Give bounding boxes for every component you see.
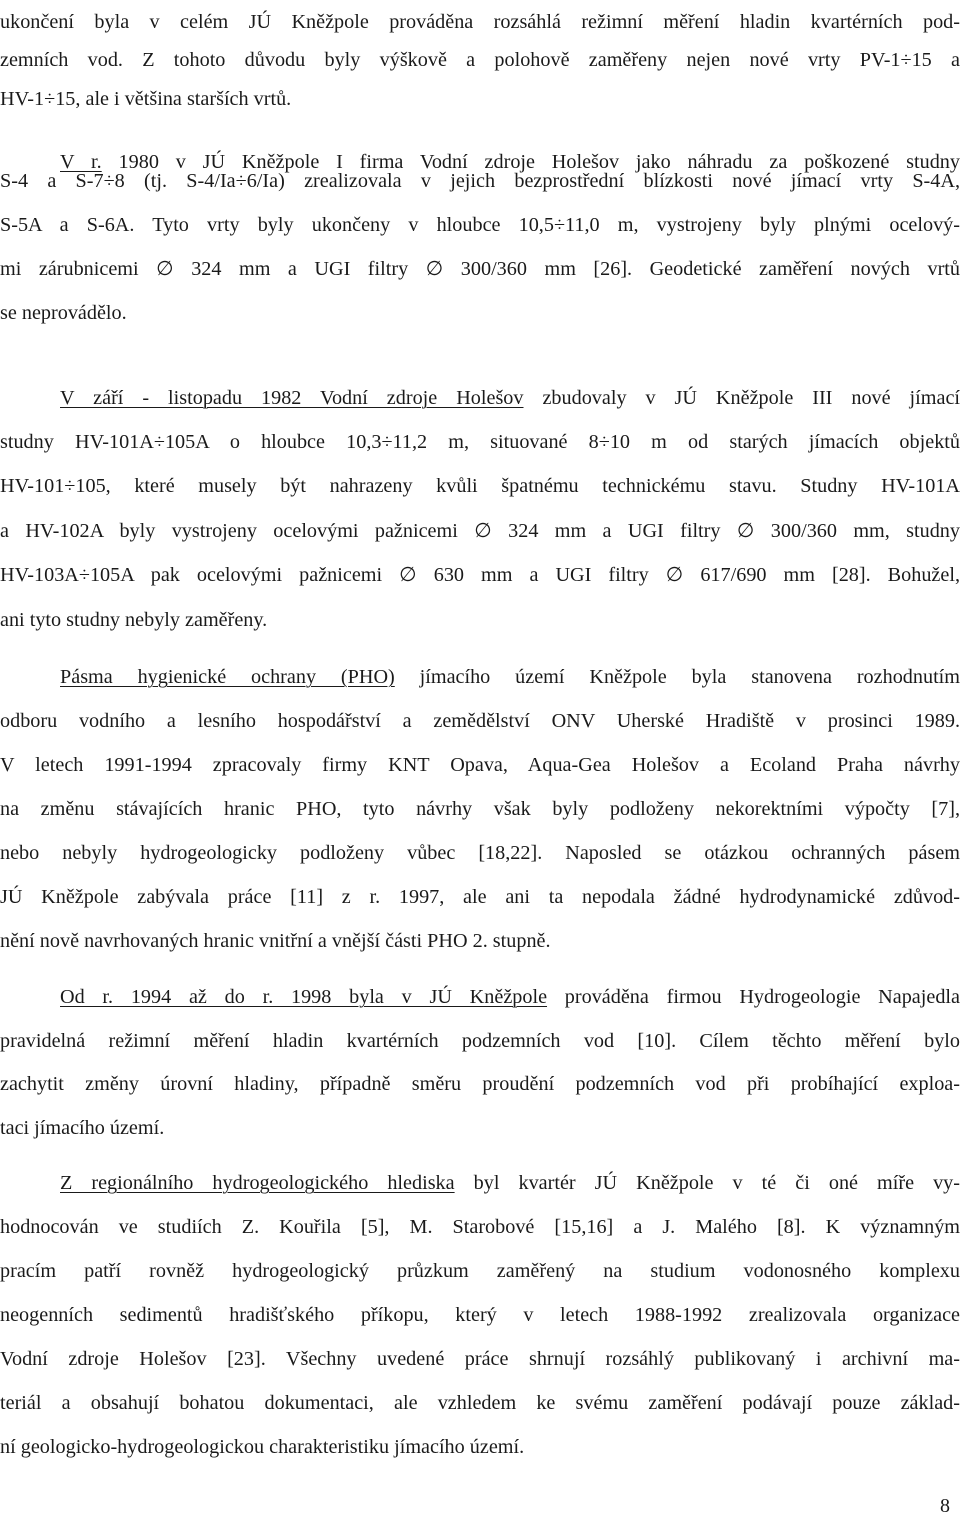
text-line: neogenních sedimentů hradišťského příkopu, který v letech 1988-1992 zrealizovala organizace xyxy=(0,1304,960,1326)
text-line: HV-101÷105, které musely být nahrazeny kvůli špatnému technickému stavu. Studny HV-101A xyxy=(0,475,960,497)
text-line: JÚ Kněžpole zabývala práce [11] z r. 1997, ale ani ta nepodala žádné hydrodynamické zdůvod- xyxy=(0,886,960,908)
text-line: ukončení byla v celém JÚ Kněžpole prováděna rozsáhlá režimní měření hladin kvartérních pod- xyxy=(0,11,960,33)
text-line: V letech 1991-1994 zpracovaly firmy KNT Opava, Aqua-Gea Holešov a Ecoland Praha návrhy xyxy=(0,754,960,776)
text-line: odboru vodního a lesního hospodářství a zemědělství ONV Uherské Hradiště v prosinci 1989. xyxy=(0,710,960,732)
text-line xyxy=(60,975,960,1019)
text-line: a HV-102A byly vystrojeny ocelovými pažnicemi ∅ 324 mm a UGI filtry ∅ 300/360 mm, studny xyxy=(0,520,960,542)
underlined-heading: Pásma hygienické ochrany (PHO) xyxy=(60,666,395,688)
text-line: teriál a obsahují bohatou dokumentaci, ale vzhledem ke svému zaměření podávají pouze základ- xyxy=(0,1392,960,1414)
text-line: pravidelná režimní měření hladin kvartérních podzemních vod [10]. Cílem těchto měření bylo xyxy=(0,1030,960,1052)
text-line xyxy=(60,1161,960,1205)
text-line: ani tyto studny nebyly zaměřeny. xyxy=(0,609,268,631)
text-line: studny HV-101A÷105A o hloubce 10,3÷11,2 m, situované 8÷10 m od starých jímacích objektů xyxy=(0,431,960,453)
text-line xyxy=(60,376,960,420)
text-line: taci jímacího území. xyxy=(0,1117,165,1139)
text-line: zemních vod. Z tohoto důvodu byly výškově a polohově zaměřeny nejen nové vrty PV-1÷15 a xyxy=(0,49,960,71)
text-line: se neprovádělo. xyxy=(0,302,127,324)
text-line: pracím patří rovněž hydrogeologický průzkum zaměřený na studium vodonosného komplexu xyxy=(0,1260,960,1282)
text-run: jímacího území Kněžpole byla stanovena rozhodnutím xyxy=(394,666,960,688)
text-line: HV-1÷15, ale i většina starších vrtů. xyxy=(0,88,292,110)
text-line: zachytit změny úrovní hladiny, případně směru proudění podzemních vod při probíhající exploa- xyxy=(0,1073,960,1095)
underlined-heading: Od r. 1994 až do r. 1998 byla v JÚ Kněžpole xyxy=(60,986,548,1008)
text-run: 1980 v JÚ Kněžpole I firma Vodní zdroje Holešov jako náhradu za poškozené studny xyxy=(101,151,960,173)
text-line: nění nově navrhovaných hranic vnitřní a vnější části PHO 2. stupně. xyxy=(0,930,551,952)
underlined-heading: V r. xyxy=(60,151,102,173)
text-line: hodnocován ve studiích Z. Kouřila [5], M. Starobové [15,16] a J. Malého [8]. K významným xyxy=(0,1216,960,1238)
underlined-heading: Z regionálního hydrogeologického hlediska xyxy=(60,1172,455,1194)
text-line: HV-103A÷105A pak ocelovými pažnicemi ∅ 630 mm a UGI filtry ∅ 617/690 mm [28]. Bohužel, xyxy=(0,564,960,586)
text-line: Vodní zdroje Holešov [23]. Všechny uvedené práce shrnují rozsáhlý publikovaný i archivní ma- xyxy=(0,1348,960,1370)
text-line xyxy=(60,655,960,699)
text-run: prováděna firmou Hydrogeologie Napajedla xyxy=(547,986,960,1008)
text-line: na změnu stávajících hranic PHO, tyto návrhy však byly podloženy nekorektními výpočty [7], xyxy=(0,798,960,820)
text-run: byl kvartér JÚ Kněžpole v té či oné míře vy- xyxy=(454,1172,960,1194)
page-number: 8 xyxy=(940,1495,950,1517)
text-line: nebo nebyly hydrogeologicky podloženy vůbec [18,22]. Naposled se otázkou ochranných pásem xyxy=(0,842,960,864)
text-line: S-5A a S-6A. Tyto vrty byly ukončeny v hloubce 10,5÷11,0 m, vystrojeny byly plnými ocelový- xyxy=(0,214,960,236)
text-line: S-4 a S-7÷8 (tj. S-4/Ia÷6/Ia) zrealizovala v jejich bezprostřední blízkosti nové jímací vrty S-4A, xyxy=(0,170,960,192)
text-line: ní geologicko-hydrogeologickou charakteristiku jímacího území. xyxy=(0,1436,525,1458)
text-run: zbudovaly v JÚ Kněžpole III nové jímací xyxy=(523,387,960,409)
underlined-heading: V září - listopadu 1982 Vodní zdroje Holešov xyxy=(60,387,524,409)
text-line: mi zárubnicemi ∅ 324 mm a UGI filtry ∅ 300/360 mm [26]. Geodetické zaměření nových vrtů xyxy=(0,258,960,280)
